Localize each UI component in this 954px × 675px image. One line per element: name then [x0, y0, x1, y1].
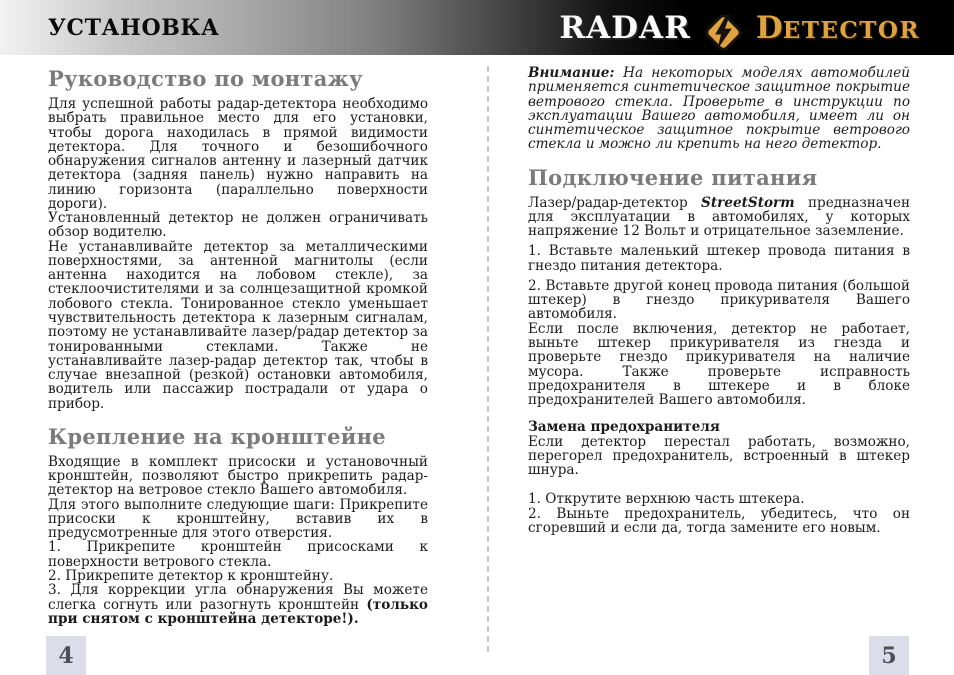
- paragraph: [48, 498, 428, 541]
- logo-detector-initial: D: [755, 9, 783, 46]
- paragraph: [528, 66, 910, 152]
- text-segment: Подключение питания: [528, 164, 818, 190]
- paragraph: [48, 540, 428, 569]
- text-segment: Замена предохранителя: [528, 419, 720, 436]
- text-segment: Не устанавливайте детектор за металлическими поверхностями, за антенной магнитолы (если антенна находится на лобовом стекле), за стеклоочистителями и за солнцезащитной кромкой лобового стекла. Тонированное стекло уменьшает чувствительность детектора к лазерным сигналам, поэтому не устанавливайте лазер/радар детектор за тонированными стеклами. Также не устанавливайте лазер-радар детектор так, чтобы в случае внезапной (резкой) остановки автомобиля, водитель или пассажир пострадали от удара о прибор.: [48, 238, 428, 412]
- paragraph: [48, 455, 428, 498]
- left-column: [48, 66, 428, 626]
- text-segment: 2. Прикрепите детектор к кронштейну.: [48, 567, 334, 584]
- paragraph: [528, 507, 910, 536]
- lightning-diamond-icon: [700, 9, 747, 56]
- logo-radar-text: RADAR: [559, 9, 691, 46]
- text-segment: Для успешной работы радар-детектора необходимо выбрать правильное место для его установки, чтобы дорога находилась в прямой видимости детектора. Для точного и безошибочного обнаружения сигналов антенну и лазерный датчик детектора (задняя панель) нужно направить на линию горизонта (параллельно поверхности дороги).: [48, 96, 428, 212]
- text-segment: 1. Вставьте маленький штекер провода питания в гнездо питания детектора.: [528, 243, 910, 274]
- header-bar: [0, 0, 954, 55]
- page-number-left: 4: [46, 636, 86, 675]
- text-segment: предназначен для эксплуатации в автомобилях, у которых напряжение 12 Вольт и отрицательное заземление.: [528, 194, 910, 240]
- paragraph: [528, 196, 910, 239]
- text-segment: Входящие в комплект присоски и установочный кронштейн, позволяют быстро прикрепить радар-детектор на ветровое стекло Вашего автомобиля.: [48, 453, 428, 499]
- paragraph: [528, 279, 910, 322]
- text-segment: 3. Для коррекции угла обнаружения Вы можете слегка согнуть или разогнуть кронштейн: [48, 582, 428, 613]
- text-segment: StreetStorm: [701, 194, 795, 211]
- text-segment: 2. Вставьте другой конец провода питания (большой штекер) в гнездо прикуривателя Вашего автомобиля.: [528, 277, 910, 323]
- right-column: [528, 66, 910, 535]
- text-segment: Руководство по монтажу: [48, 66, 363, 91]
- text-segment: (только при снятом с кронштейна детекторе!).: [48, 596, 428, 627]
- text-segment: 1. Открутите верхнюю часть штекера.: [528, 491, 805, 508]
- text-segment: Внимание:: [528, 65, 624, 81]
- paragraph: [48, 583, 428, 626]
- text-segment: Если после включения, детектор не работает, выньте штекер прикуривателя из гнезда и проверьте гнездо прикуривателя на наличие мусора. Также проверьте исправность предохранителя в штекере и в блоке предохранителей Вашего автомобиля.: [528, 320, 910, 409]
- text-segment: Установленный детектор не должен ограничивать обзор водителю.: [48, 210, 428, 241]
- paragraph: [528, 435, 910, 478]
- page-number-right: 5: [869, 636, 909, 675]
- logo-detector-text: [756, 10, 920, 46]
- text-segment: 1. Прикрепите кронштейн присосками к поверхности ветрового стекла.: [48, 539, 428, 570]
- section-heading: [528, 165, 910, 190]
- section-heading: [48, 424, 428, 449]
- brand-logo: [559, 0, 920, 55]
- section-heading: [48, 66, 428, 91]
- page-section-title: УСТАНОВКА: [48, 14, 220, 41]
- sub-heading: [528, 420, 910, 434]
- paragraph: [528, 244, 910, 273]
- text-segment: Если детектор перестал работать, возможно, перегорел предохранитель, встроенный в штекер шнура.: [528, 433, 910, 479]
- text-segment: Крепление на кронштейне: [48, 423, 386, 449]
- paragraph: [48, 240, 428, 411]
- logo-detector-rest: ETECTOR: [782, 16, 920, 44]
- text-segment: На некоторых моделях автомобилей применяется синтетическое защитное покрытие ветрового стекла. Проверьте в инструкции по эксплуатации Вашего автомобиля, имеет ли он синтетическое защитное покрытие ветрового стекла и можно ли крепить на него детектор.: [528, 65, 910, 153]
- paragraph: [48, 569, 428, 583]
- text-segment: Для этого выполните следующие шаги: Прикрепите присоски к кронштейну, вставив их в предусмотренные для этого отверстия.: [48, 496, 428, 542]
- text-segment: Лазер/радар-детектор: [528, 194, 702, 211]
- paragraph: [48, 97, 428, 211]
- paragraph: [528, 322, 910, 408]
- column-divider: [487, 66, 489, 652]
- paragraph: [528, 492, 910, 506]
- text-segment: 2. Выньте предохранитель, убедитесь, что он сгоревший и если да, тогда замените его новым.: [528, 505, 910, 536]
- paragraph: [48, 211, 428, 240]
